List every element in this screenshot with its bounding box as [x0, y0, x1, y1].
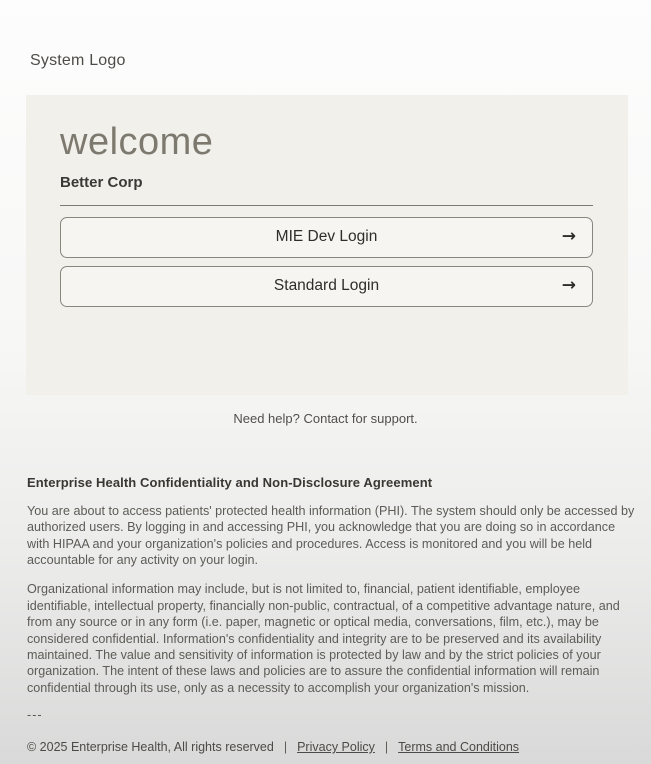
footer-separator: | [283, 740, 288, 755]
help-text: Need help? Contact for support. [233, 410, 418, 426]
welcome-panel [26, 95, 628, 395]
standard-login-label: Standard Login [273, 277, 380, 295]
mie-dev-login-button[interactable] [60, 217, 593, 258]
footer-separator: | [384, 740, 389, 755]
agreement-paragraph-1: You are about to access patients' protected health information (PHI). The system should only be accessed by authorized users. By logging in and accessing PHI, you acknowledge that you are doing so in accordance with HIPAA and your organization's policies and procedures. Access is monitored and you will be held accountable for any activity on your login. [27, 503, 635, 567]
agreement-paragraph-2: Organizational information may include, but is not limited to, financial, patient identifiable, employee identifiable, intellectual property, financially non-public, contractual, of a competitive advantage nature, and from any source or in any form (i.e. paper, magnetic or optical media, conversations, film, etc.), may be considered confidential. Information's confidentiality and integrity are to be preserved and its availability maintained. The value and sensitivity of information is protected by law and by the strict policies of your organization. The intent of these laws and policies are to assure the confidential information will remain confidential through its use, only as a necessity to accomplish your organization's mission. [27, 582, 620, 695]
arrow-right-icon: → [561, 275, 576, 296]
arrow-right-icon: → [561, 226, 576, 247]
confidentiality-agreement [27, 475, 637, 696]
agreement-heading: Enterprise Health Confidentiality and Non-Disclosure Agreement [27, 474, 433, 490]
organization-name: Better Corp [60, 173, 143, 191]
welcome-title: welcome [60, 121, 214, 163]
dashes-divider: --- [27, 708, 43, 723]
standard-login-button[interactable] [60, 266, 593, 307]
terms-and-conditions-link[interactable]: Terms and Conditions [398, 740, 520, 755]
system-logo: System Logo [30, 52, 126, 69]
footer [27, 740, 651, 754]
mie-dev-login-label: MIE Dev Login [275, 228, 378, 246]
panel-divider [60, 205, 593, 206]
copyright-text: © 2025 Enterprise Health, All rights reserved [27, 740, 274, 755]
privacy-policy-link[interactable]: Privacy Policy [297, 740, 375, 755]
